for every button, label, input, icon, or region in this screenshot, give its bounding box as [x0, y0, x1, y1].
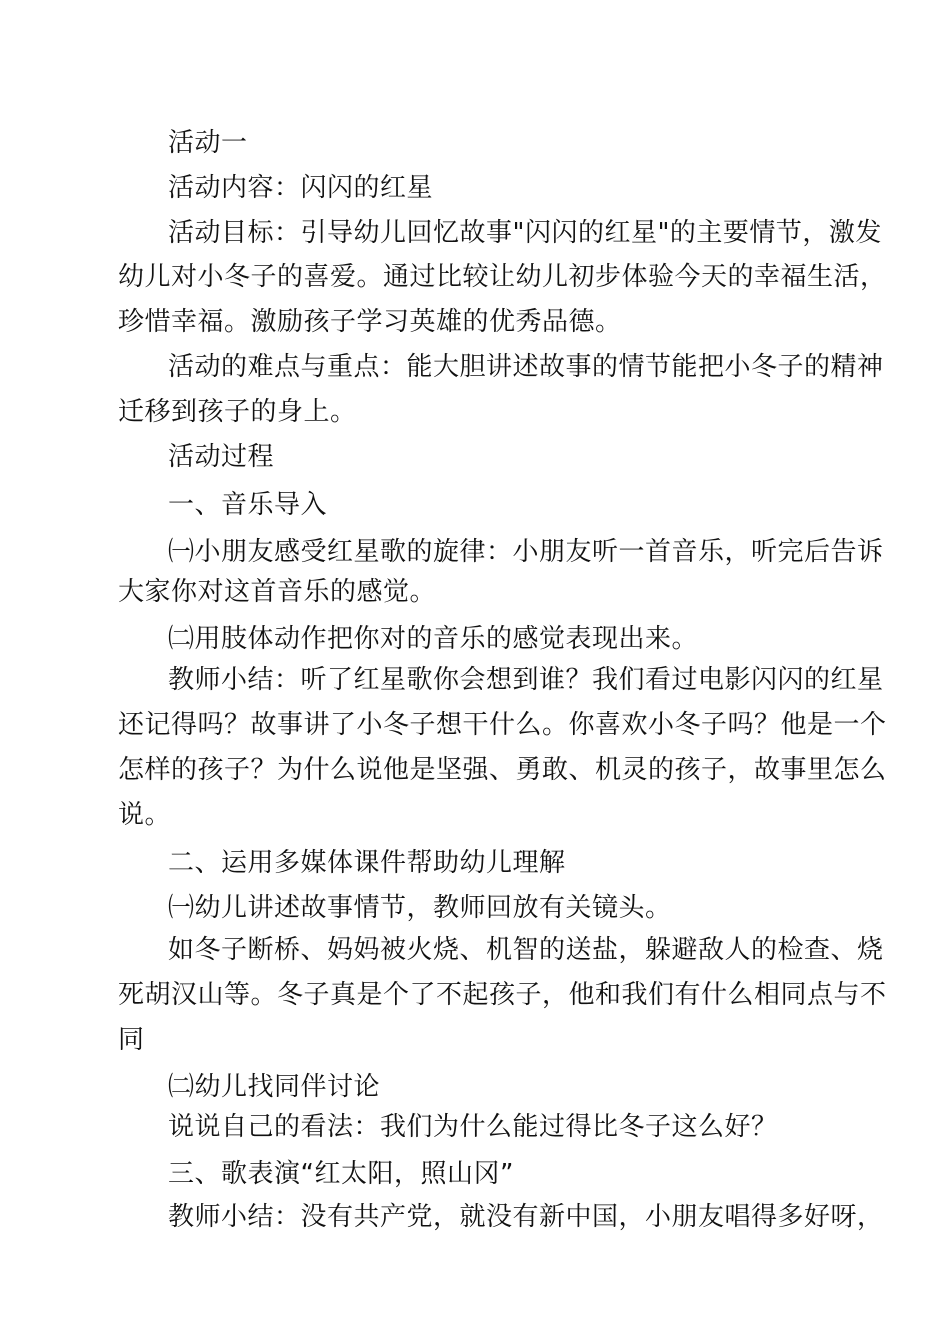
section-two-heading: 二、运用多媒体课件帮助幼儿理解 — [168, 848, 566, 878]
teacher-summary-line-2: 还记得吗？故事讲了小冬子想干什么。你喜欢小冬子吗？他是一个 — [118, 710, 887, 740]
example-line-2: 死胡汉山等。冬子真是个了不起孩子，他和我们有什么相同点与不 — [118, 980, 887, 1010]
final-summary-line: 教师小结：没有共产党，就没有新中国，小朋友唱得多好呀， — [168, 1202, 884, 1232]
activity-key-points-line-1: 活动的难点与重点：能大胆讲述故事的情节能把小冬子的精神 — [168, 352, 884, 382]
teacher-summary-line-1: 教师小结：听了红星歌你会想到谁？我们看过电影闪闪的红星 — [168, 665, 884, 695]
section-one-heading: 一、音乐导入 — [168, 490, 328, 520]
section-three-heading: 三、歌表演“红太阳，照山冈” — [168, 1159, 514, 1189]
section-heading: 活动一 — [168, 128, 248, 158]
activity-goal-line-1: 活动目标：引导幼儿回忆故事"闪闪的红星"的主要情节，激发 — [168, 218, 882, 248]
activity-goal-line-3: 珍惜幸福。激励孩子学习英雄的优秀品德。 — [118, 307, 622, 337]
teacher-summary-line-3: 怎样的孩子？为什么说他是坚强、勇敢、机灵的孩子，故事里怎么 — [118, 755, 887, 785]
item-1-line-1: ㈠小朋友感受红星歌的旋律：小朋友听一首音乐，听完后告诉 — [168, 537, 884, 567]
activity-key-points-line-2: 迁移到孩子的身上。 — [118, 397, 357, 427]
teacher-summary-line-4: 说。 — [118, 800, 172, 830]
example-line-1: 如冬子断桥、妈妈被火烧、机智的送盐，躲避敌人的检查、烧 — [168, 935, 884, 965]
example-line-3: 同 — [118, 1025, 145, 1055]
discussion-line: 说说自己的看法：我们为什么能过得比冬子这么好？ — [168, 1112, 778, 1142]
activity-process-heading: 活动过程 — [168, 442, 275, 472]
item-3-line: ㈠幼儿讲述故事情节，教师回放有关镜头。 — [168, 893, 672, 923]
item-4-line: ㈡幼儿找同伴讨论 — [168, 1072, 381, 1102]
item-2-line: ㈡用肢体动作把你对的音乐的感觉表现出来。 — [168, 624, 699, 654]
activity-goal-line-2: 幼儿对小冬子的喜爱。通过比较让幼儿初步体验今天的幸福生活， — [118, 262, 887, 292]
item-1-line-2: 大家你对这首音乐的感觉。 — [118, 577, 437, 607]
activity-content: 活动内容：闪闪的红星 — [168, 173, 434, 203]
